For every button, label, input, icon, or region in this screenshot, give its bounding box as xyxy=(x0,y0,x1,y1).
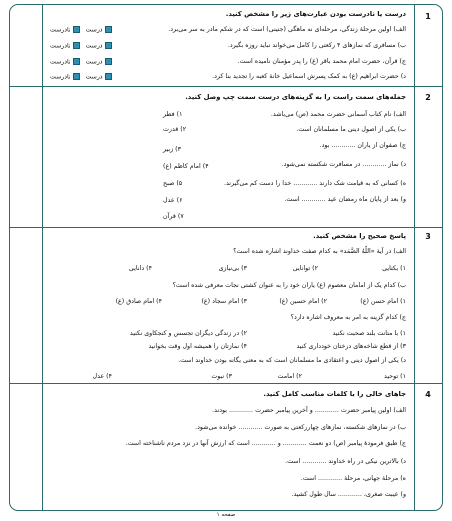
q3-option: ۱) توحید xyxy=(384,373,406,380)
question-number: 4 xyxy=(425,390,431,399)
q3-stem: الف) در آیهٔ «اللّهُ الصَّمَد» به کدام صفت خداوند اشاره شده است؟ xyxy=(233,248,406,255)
q2-title: جمله‌های سمت راست را به گزینه‌های درست سمت چپ وصل کنید. xyxy=(185,93,406,101)
q2-left-item: ۵) صبح xyxy=(163,180,183,187)
true-false-options xyxy=(50,58,114,67)
q3-option: ۴) دانایی xyxy=(128,265,152,272)
q3-option: ۲) توانایی xyxy=(292,265,318,272)
q2-right-item: و) بعد از پایان ماه رمضان عید ............ است. xyxy=(284,196,406,203)
q1-item: الف) اولین مرحلهٔ زندگی، مرحله‌ای نه ماهگی (جنینی) است که در شکم مادر به سر می‌برد. xyxy=(168,26,406,33)
checkbox-icon[interactable] xyxy=(73,42,80,49)
q3-stem: ب) کدام یک از امامان معصوم (ع) یاران خود را به عنوان کشتی نجات معرفی شده است؟ xyxy=(172,282,406,289)
q4-item: و) عیبت صغری، ............ سال طول کشید. xyxy=(291,491,406,498)
checkbox-icon[interactable] xyxy=(73,26,80,33)
q4-title: جاهای خالی را با کلمات مناسب کامل کنید. xyxy=(263,390,406,398)
true-label: درست xyxy=(85,73,103,81)
q3-option: ۴) نمازتان را همیشه اول وقت بخوانید xyxy=(148,343,247,350)
q2-left-item: ۶) عدل xyxy=(163,197,183,204)
q2-right-item: ه) کسانی که به قیامت شک دارند ............ خدا را دست کم می‌گیرند. xyxy=(223,180,406,187)
checkbox-icon[interactable] xyxy=(73,73,80,80)
q3-option: ۲) امام حسین (ع) xyxy=(279,298,327,305)
q3-option: ۱) امام حسن (ع) xyxy=(360,298,406,305)
page-footer: صفحه ۱ xyxy=(216,512,236,518)
q2-right-item: الف) نام کتاب آسمانی حضرت محمد (ص) می‌باشد. xyxy=(270,111,406,118)
q4-item: د) بالاترین نیکی در راه خداوند ............ است. xyxy=(285,458,406,465)
question-number: 2 xyxy=(425,93,431,102)
q4-item: ه) مرحلهٔ جهانی، مرحلهٔ ............ است. xyxy=(300,475,406,482)
question-number: 3 xyxy=(425,232,431,241)
q1-title: درست یا نادرست بودن عبارت‌های زیر را مشخص کنید. xyxy=(225,10,406,18)
q3-option: ۴) عدل xyxy=(92,373,112,380)
q2-left-item: ۷) قرآن xyxy=(163,213,184,220)
checkbox-icon[interactable] xyxy=(105,58,112,65)
q3-stem: ج) کدام گزینه به امر به معروف اشاره دارد؟ xyxy=(290,314,406,321)
q2-left-item: ۴) امام کاظم (ع) xyxy=(163,163,209,170)
q2-left-item: ۳) زبیر xyxy=(163,146,182,153)
q2-right-item: د) نماز ............ در مسافرت شکسته نمی‌شود. xyxy=(281,161,406,168)
checkbox-icon[interactable] xyxy=(105,73,112,80)
q3-option: ۳) از قطع شاخه‌های درختان خودداری کنید xyxy=(296,343,406,350)
q2-left-item: ۱) فطر xyxy=(163,111,183,118)
left-column-divider xyxy=(42,4,43,511)
true-label: درست xyxy=(85,42,103,50)
q3-option: ۲) در زندگی دیگران تجسس و کنجکاوی نکنید xyxy=(129,330,247,337)
question-number: 1 xyxy=(425,12,431,21)
q1-item: ب) مسافری که نمازهای ۴ رکعتی را کامل می‌خواند نباید روزه بگیرد. xyxy=(227,42,406,49)
true-label: درست xyxy=(85,58,103,66)
false-label: نادرست xyxy=(50,58,71,66)
section-divider xyxy=(9,383,443,384)
q3-option: ۳) بی‌نیازی xyxy=(218,265,247,272)
q4-item: ج) طبق فرمودهٔ پیامبر (ص) دو نعمت ............ و ............ است که ارزش آنها در نزد مردم ناشناخته است. xyxy=(125,440,406,447)
q3-option: ۲) امامت xyxy=(277,373,302,380)
q1-item: د) حضرت ابراهیم (ع) به کمک پسرش اسماعیل خانهٔ کعبه را تجدید بنا کرد. xyxy=(212,73,406,80)
q4-item: الف) اولین پیامبر حضرت ............ و آخرین پیامبر حضرت ............ بودند. xyxy=(212,407,406,414)
q3-option: ۳) نبوت xyxy=(211,373,232,380)
false-label: نادرست xyxy=(50,73,71,81)
q3-stem: د) یکی از اصول دینی و اعتقادی ما مسلمانان است که به معنی یگانه بودن خداوند است. xyxy=(178,357,406,364)
q2-right-item: ج) صفوان از یاران ............ بود. xyxy=(319,142,406,149)
q3-option: ۱) با متانت بلند صحبت نکنید xyxy=(332,330,406,337)
q3-option: ۳) امام سجاد (ع) xyxy=(201,298,247,305)
q2-left-item: ۲) قدرت xyxy=(163,126,187,133)
true-false-options xyxy=(50,73,114,82)
checkbox-icon[interactable] xyxy=(73,58,80,65)
q1-item: ج) قرآن، حضرت امام محمد باقر (ع) را پدر مؤمنان نامیده است. xyxy=(237,58,406,65)
checkbox-icon[interactable] xyxy=(105,42,112,49)
true-false-options xyxy=(50,26,114,35)
q4-item: ب) در نمازهای شکسته، نمازهای چهاررکعتی به صورت ............ خوانده می‌شود. xyxy=(195,424,406,431)
true-false-options xyxy=(50,42,114,51)
checkbox-icon[interactable] xyxy=(105,26,112,33)
section-divider xyxy=(9,227,443,228)
number-column-divider xyxy=(414,4,415,511)
true-label: درست xyxy=(85,26,103,34)
false-label: نادرست xyxy=(50,26,71,34)
q3-option: ۱) یکتایی xyxy=(382,265,406,272)
q3-option: ۴) امام صادق (ع) xyxy=(115,298,162,305)
false-label: نادرست xyxy=(50,42,71,50)
q3-title: پاسخ صحیح را مشخص کنید. xyxy=(313,232,406,240)
section-divider xyxy=(9,86,443,87)
q2-right-item: ب) یکی از اصول دینی ما مسلمانان است. xyxy=(296,126,406,133)
